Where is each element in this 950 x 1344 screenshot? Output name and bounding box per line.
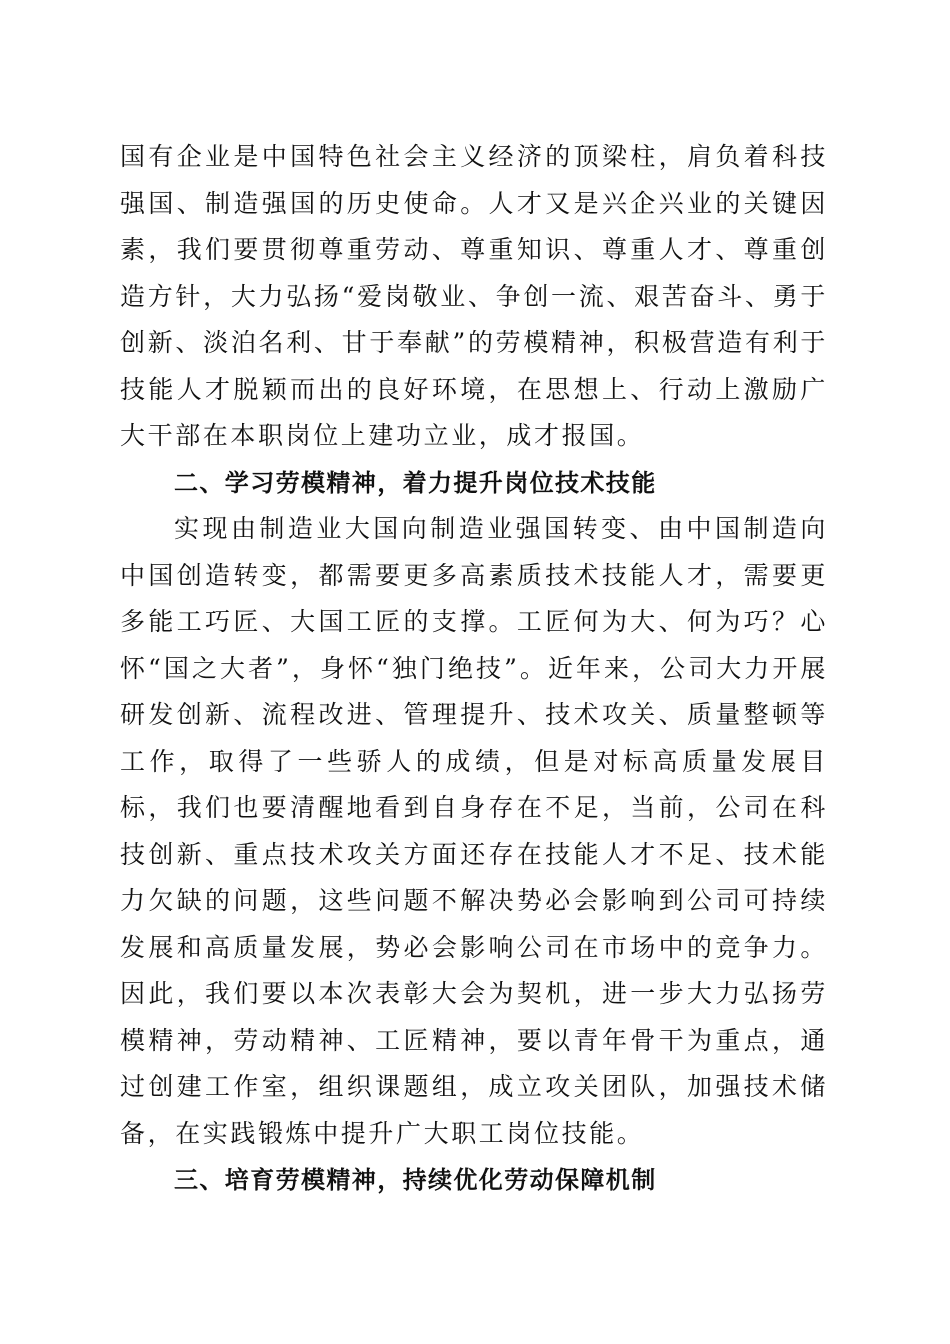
paragraph-craftsmanship: 实现由制造业大国向制造业强国转变、由中国制造向中国创造转变，都需要更多高素质技术技能人才，需要更多能工巧匠、大国工匠的支撑。工匠何为大、何为巧？心怀“国之大者”，身怀“独门绝技”。近年来，公司大力开展研发创新、流程改进、管理提升、技术攻关、质量整顿等工作，取得了一些骄人的成绩，但是对标高质量发展目标，我们也要清醒地看到自身存在不足，当前，公司在科技创新、重点技术攻关方面还存在技能人才不足、技术能力欠缺的问题，这些问题不解决势必会影响到公司可持续发展和高质量发展，势必会影响公司在市场中的竞争力。因此，我们要以本次表彰大会为契机，进一步大力弘扬劳模精神，劳动精神、工匠精神，要以青年骨干为重点，通过创建工作室，组织课题组，成立攻关团队，加强技术储备，在实践锻炼中提升广大职工岗位技能。 [120, 514, 828, 1148]
paragraph-state-enterprises: 国有企业是中国特色社会主义经济的顶梁柱，肩负着科技强国、制造强国的历史使命。人才又是兴企兴业的关键因素，我们要贯彻尊重劳动、尊重知识、尊重人才、尊重创造方针，大力弘扬“爱岗敬业、争创一流、艰苦奋斗、勇于创新、淡泊名利、甘于奉献”的劳模精神，积极营造有利于技能人才脱颖而出的良好环境，在思想上、行动上激励广大干部在本职岗位上建功立业，成才报国。 [120, 142, 828, 450]
section-heading-3: 三、培育劳模精神，持续优化劳动保障机制 [174, 1166, 657, 1194]
section-heading-2: 二、学习劳模精神，着力提升岗位技术技能 [174, 468, 657, 497]
document-body [120, 134, 828, 1204]
